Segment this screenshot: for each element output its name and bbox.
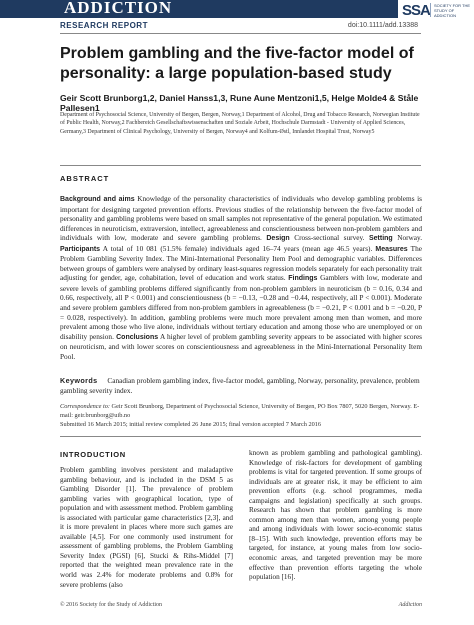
correspondence [60,403,422,420]
abstract-label: Background and aims [60,196,135,203]
ssa-logo-letters: SSA [402,2,430,19]
intro-divider [60,436,421,437]
intro-column-left: Problem gambling involves persistent and maladaptive gambling behaviour, and is included in the DSM 5 as Gambling Disorder [1]. The prevalence of problem gambling varies with geographical location, type of population and with assessment method. Problem gambling is associated with particular game characteristics [2,3], and it is more prevalent in places where more such games are available [4,5]. For one commonly used instrument for assessment of gambling problems, the Problem Gambling Severity Index (PGSI) [6], Stucki & Rihs-Middel [7] reported that the weighted mean prevalence rate in the world was 2.4% for moderate problems and 0.8% for severe problems (also [60,466,233,589]
abstract-top-divider [60,165,421,166]
abstract-text: Norway. [397,233,423,243]
submission-dates: Submitted 16 March 2015; initial review completed 26 June 2015; final version accepted 7 March 2016 [60,421,322,428]
ssa-logo-text: SOCIETY FOR THE STUDY OF ADDICTION [434,3,471,18]
correspondence-text: Geir Scott Brunborg, Department of Psychosocial Science, University of Bergen, PO Box 7807, 5020 Bergen, Norway. E-mail: geir.brunborg@uib.no [60,403,420,419]
abstract-text: A total of 10 081 (51.5% female) individuals aged 16–74 years (mean age 46.5 years). [102,243,373,253]
abstract-label: Findings [288,275,318,283]
abstract-label: Setting [368,235,393,243]
section-label: RESEARCH REPORT [60,21,148,30]
abstract-text: Knowledge of the personality characteristics of individuals who develop gambling problems is important for designing targeted prevention efforts. Previous studies of the relationship between the five-factor model of personality and gambling problems were based on small samples not representative of the general population. We estimated differences in neuroticism, extraversion, intellect, agreeableness and conscientiousness between non-problem gamblers and individuals with low, moderate and severe gambling problems. [60,194,422,243]
affiliations: Department of Psychosocial Science, University of Bergen, Bergen, Norway,1 Department of Alcohol, Drug and Tobacco Research, Norwegian Institute of Public Health, Norway,2 Fachbereich Gesellschaftswissenschaften und Soziale Arbeit, Hochschule Darmstadt - University of Applied Sciences, Germany,3 Department of Clinical Psychology, University of Bergen, Norway4 and Kolfum-Østl, Innlandet Hospital Trust, Norway5 [60,112,420,135]
keywords-text: Canadian problem gambling index, five-factor model, gambling, Norway, personality, prevalence, problem gambling severity index. [60,376,420,395]
abstract-body [60,194,422,361]
footer-copyright: © 2016 Society for the Study of Addiction [60,602,163,608]
abstract-text: Gamblers with low, moderate and severe levels of gambling problems differed significantly from non-problem gamblers in neuroticism (b = 0.16, 0.34 and 0.66, respectively, all P < 0.001) and conscientiousness (b = −0.13, −0.28 and −0.44, respectively, all P < 0.001). Moderate and severe problem gamblers differed from non-problem gamblers in agreeableness (b = −0.21, P < 0.001 and b = −0.20, P = 0.028, respectively). In addition, gambling problems were much more prevalent among men than women, and more prevalent among those who live alone, individuals without tertiary education and among those who are unemployed or on disability pension. [60,273,422,341]
abstract-text: Cross-sectional survey. [294,233,365,243]
abstract-text: A higher level of problem gambling severity appears to be associated with higher scores on neuroticism, and with lower scores on conscientiousness and agreeableness in the Mini-International Personality Item Pool. [60,331,423,361]
correspondence-label: Correspondence to: [60,403,110,410]
abstract-label: Design [266,235,290,243]
journal-name: ADDICTION [64,0,173,17]
article-title: Problem gambling and the five-factor model of personality: a large population-based study [60,45,414,82]
intro-heading: INTRODUCTION [60,450,126,459]
keywords-label: Keywords [60,376,98,385]
abstract-label: Participants [60,245,101,253]
author-list: Geir Scott Brunborg1,2, Daniel Hanss1,3, Rune Aune Mentzoni1,5, Helge Molde4 & Ståle Pallesen1 [60,93,419,113]
abstract-label: Conclusions [116,333,159,341]
abstract-text: The Problem Gambling Severity Index. The Mini-International Personality Item Pool and demographic variables. Differences between groups of gamblers were analysed by ordinary least-squares regression models separately for each personality trait adjusting for gender, age, cohabitation, level of education and work status. [60,243,423,283]
keywords [60,376,422,395]
doi: doi:10.1111/add.13388 [347,22,418,29]
abstract-heading: ABSTRACT [60,174,110,183]
abstract-label: Measures [375,245,408,253]
footer-journal: Addiction [398,602,422,608]
intro-column-right: known as problem gambling and pathological gambling). Knowledge of risk-factors for development of gambling problems is vital for targeted prevention. If some groups of individuals are at greater risk, it may be efficient to aim prevention efforts (e.g. school programmes, media campaigns and legislation) specifically at such groups. Research has shown that problem gambling is more common among men than women, among young people and among individuals with lower socio-economic status [8–15]. With such knowledge, prevention efforts may be targeted, for instance, at young males from low socio-economic areas, and targeted prevention may be more effective than prevention efforts targeting the whole population [16]. [249,449,422,582]
header-divider [60,33,421,34]
